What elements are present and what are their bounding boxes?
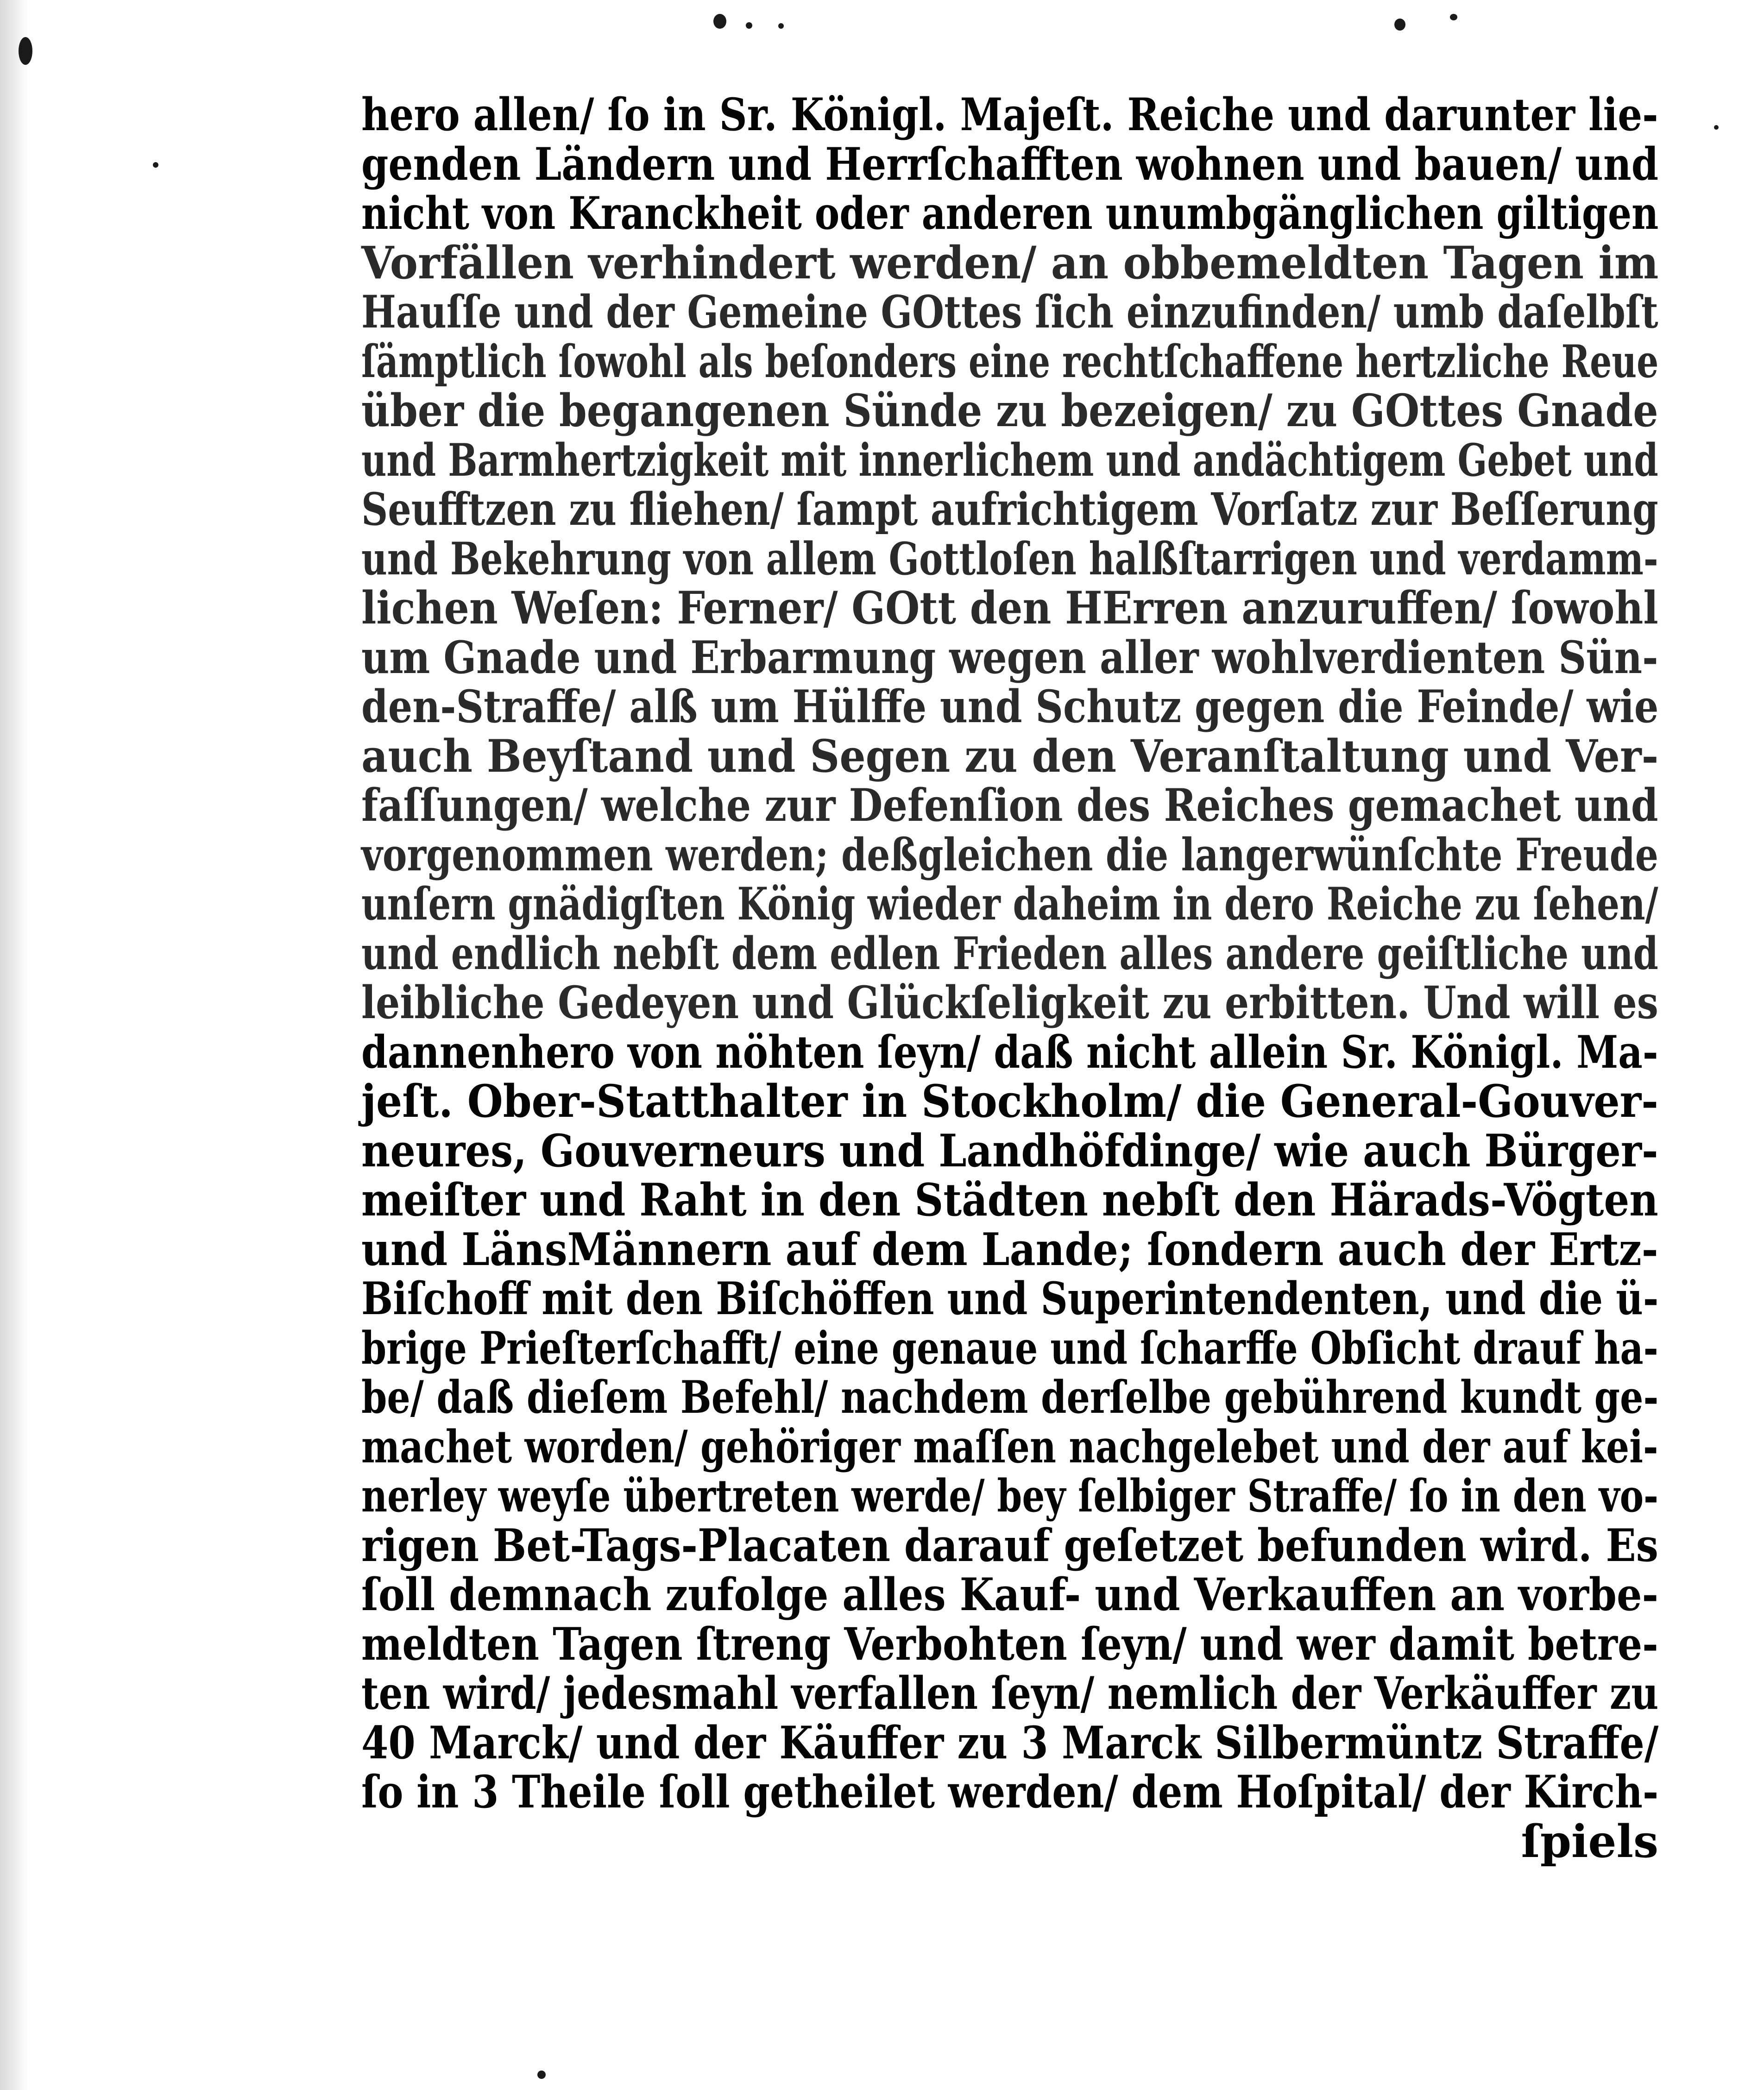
scan-speck: [1714, 125, 1719, 130]
catchword: ſpiels: [1521, 1815, 1658, 1868]
text-line: leibliche Gedeyen und Glückſeligkeit zu erbitten. Und will es: [361, 976, 1658, 1029]
text-line: und Bekehrung von allem Gottloſen halßſtarrigen und verdamm-: [361, 532, 1658, 585]
text-line: neures, Gouverneurs und Landhöfdinge/ wie auch Bürger-: [361, 1124, 1658, 1177]
text-line: rigen Bet-Tags-Placaten darauf geſetzet befunden wird. Es: [361, 1519, 1658, 1572]
text-line: be/ daß dieſem Befehl/ nachdem derſelbe gebührend kundt ge-: [361, 1371, 1659, 1423]
text-line: ten wird/ jedesmahl verfallen ſeyn/ nemlich der Verkäuffer zu: [361, 1667, 1659, 1719]
text-line: machet worden/ gehöriger maſſen nachgelebet und der auf kei-: [361, 1420, 1658, 1473]
page-text: [361, 90, 1658, 1866]
text-line: brige Prieſterſchafft/ eine genaue und ſcharffe Obſicht drauf ha-: [361, 1322, 1658, 1374]
text-line: ſämptlich ſowohl als beſonders eine rechtſchaffene hertzliche Reue: [361, 335, 1659, 388]
scan-speck: [153, 162, 158, 168]
text-line: 40 Marck/ und der Käuffer zu 3 Marck Silbermüntz Straffe/: [361, 1716, 1659, 1769]
text-line: den-Straffe/ alß um Hülffe und Schutz gegen die Feinde/ wie: [361, 680, 1659, 733]
text-line: Hauſſe und der Gemeine GOttes ſich einzufinden/ umb daſelbſt: [361, 286, 1658, 338]
scan-speck: [537, 2071, 546, 2079]
text-line: und LänsMännern auf dem Lande; ſondern auch der Ertz-: [361, 1223, 1658, 1276]
text-line: nicht von Kranckheit oder anderen unumbgänglichen giltigen: [361, 187, 1659, 239]
text-line: genden Ländern und Herrſchafften wohnen und bauen/ und: [361, 138, 1659, 190]
page-edge-shadow: [0, 0, 28, 2090]
text-line: meiſter und Raht in den Städten nebſt den Härads-Vögten: [361, 1174, 1658, 1226]
text-line: auch Beyſtand und Segen zu den Veranſtaltung und Ver-: [361, 730, 1659, 782]
text-line: dannenhero von nöhten ſeyn/ daß nicht allein Sr. Königl. Ma-: [361, 1026, 1658, 1078]
scan-speck: [1450, 14, 1457, 20]
scan-speck: [19, 37, 32, 65]
text-line: über die begangenen Sünde zu bezeigen/ zu GOttes Gnade: [361, 384, 1658, 437]
text-line: faſſungen/ welche zur Defenſion des Reiches gemachet und: [361, 779, 1658, 831]
text-line: um Gnade und Erbarmung wegen aller wohlverdienten Sün-: [361, 631, 1658, 684]
text-line: hero allen/ ſo in Sr. Königl. Majeſt. Reiche und darunter lie-: [361, 88, 1658, 141]
text-line: meldten Tagen ſtreng Verbohten ſeyn/ und wer damit betre-: [361, 1618, 1658, 1670]
scan-speck: [1394, 19, 1405, 31]
text-line: ſo in 3 Theile ſoll getheilet werden/ dem Hoſpital/ der Kirch-: [361, 1766, 1659, 1818]
scan-speck: [746, 22, 752, 29]
scan-speck: [778, 23, 784, 29]
text-line: Seufftzen zu fliehen/ ſampt aufrichtigem Vorſatz zur Beſſerung: [361, 483, 1658, 535]
text-line: vorgenommen werden; deßgleichen die langerwünſchte Freude: [361, 828, 1658, 881]
scan-speck: [713, 14, 726, 29]
text-line: lichen Weſen: Ferner/ GOtt den HErren anzuruffen/ ſowohl: [361, 582, 1658, 634]
text-line: unſern gnädigſten König wieder daheim in dero Reiche zu ſehen/: [361, 878, 1658, 930]
text-line: Biſchoff mit den Biſchöffen und Superintendenten, und die ü-: [361, 1272, 1659, 1325]
text-line: ſoll demnach zufolge alles Kauf- und Verkauffen an vorbe-: [361, 1568, 1659, 1621]
text-line: jeſt. Ober-Statthalter in Stockholm/ die General-Gouver-: [361, 1075, 1658, 1127]
text-line: und Barmhertzigkeit mit innerlichem und andächtigem Gebet und: [361, 434, 1658, 486]
text-line: nerley weyſe übertreten werde/ bey ſelbiger Straffe/ ſo in den vo-: [361, 1470, 1659, 1522]
text-line: und endlich nebſt dem edlen Frieden alles andere geiſtliche und: [361, 927, 1658, 980]
text-line: Vorfällen verhindert werden/ an obbemeldten Tagen im: [361, 236, 1659, 289]
